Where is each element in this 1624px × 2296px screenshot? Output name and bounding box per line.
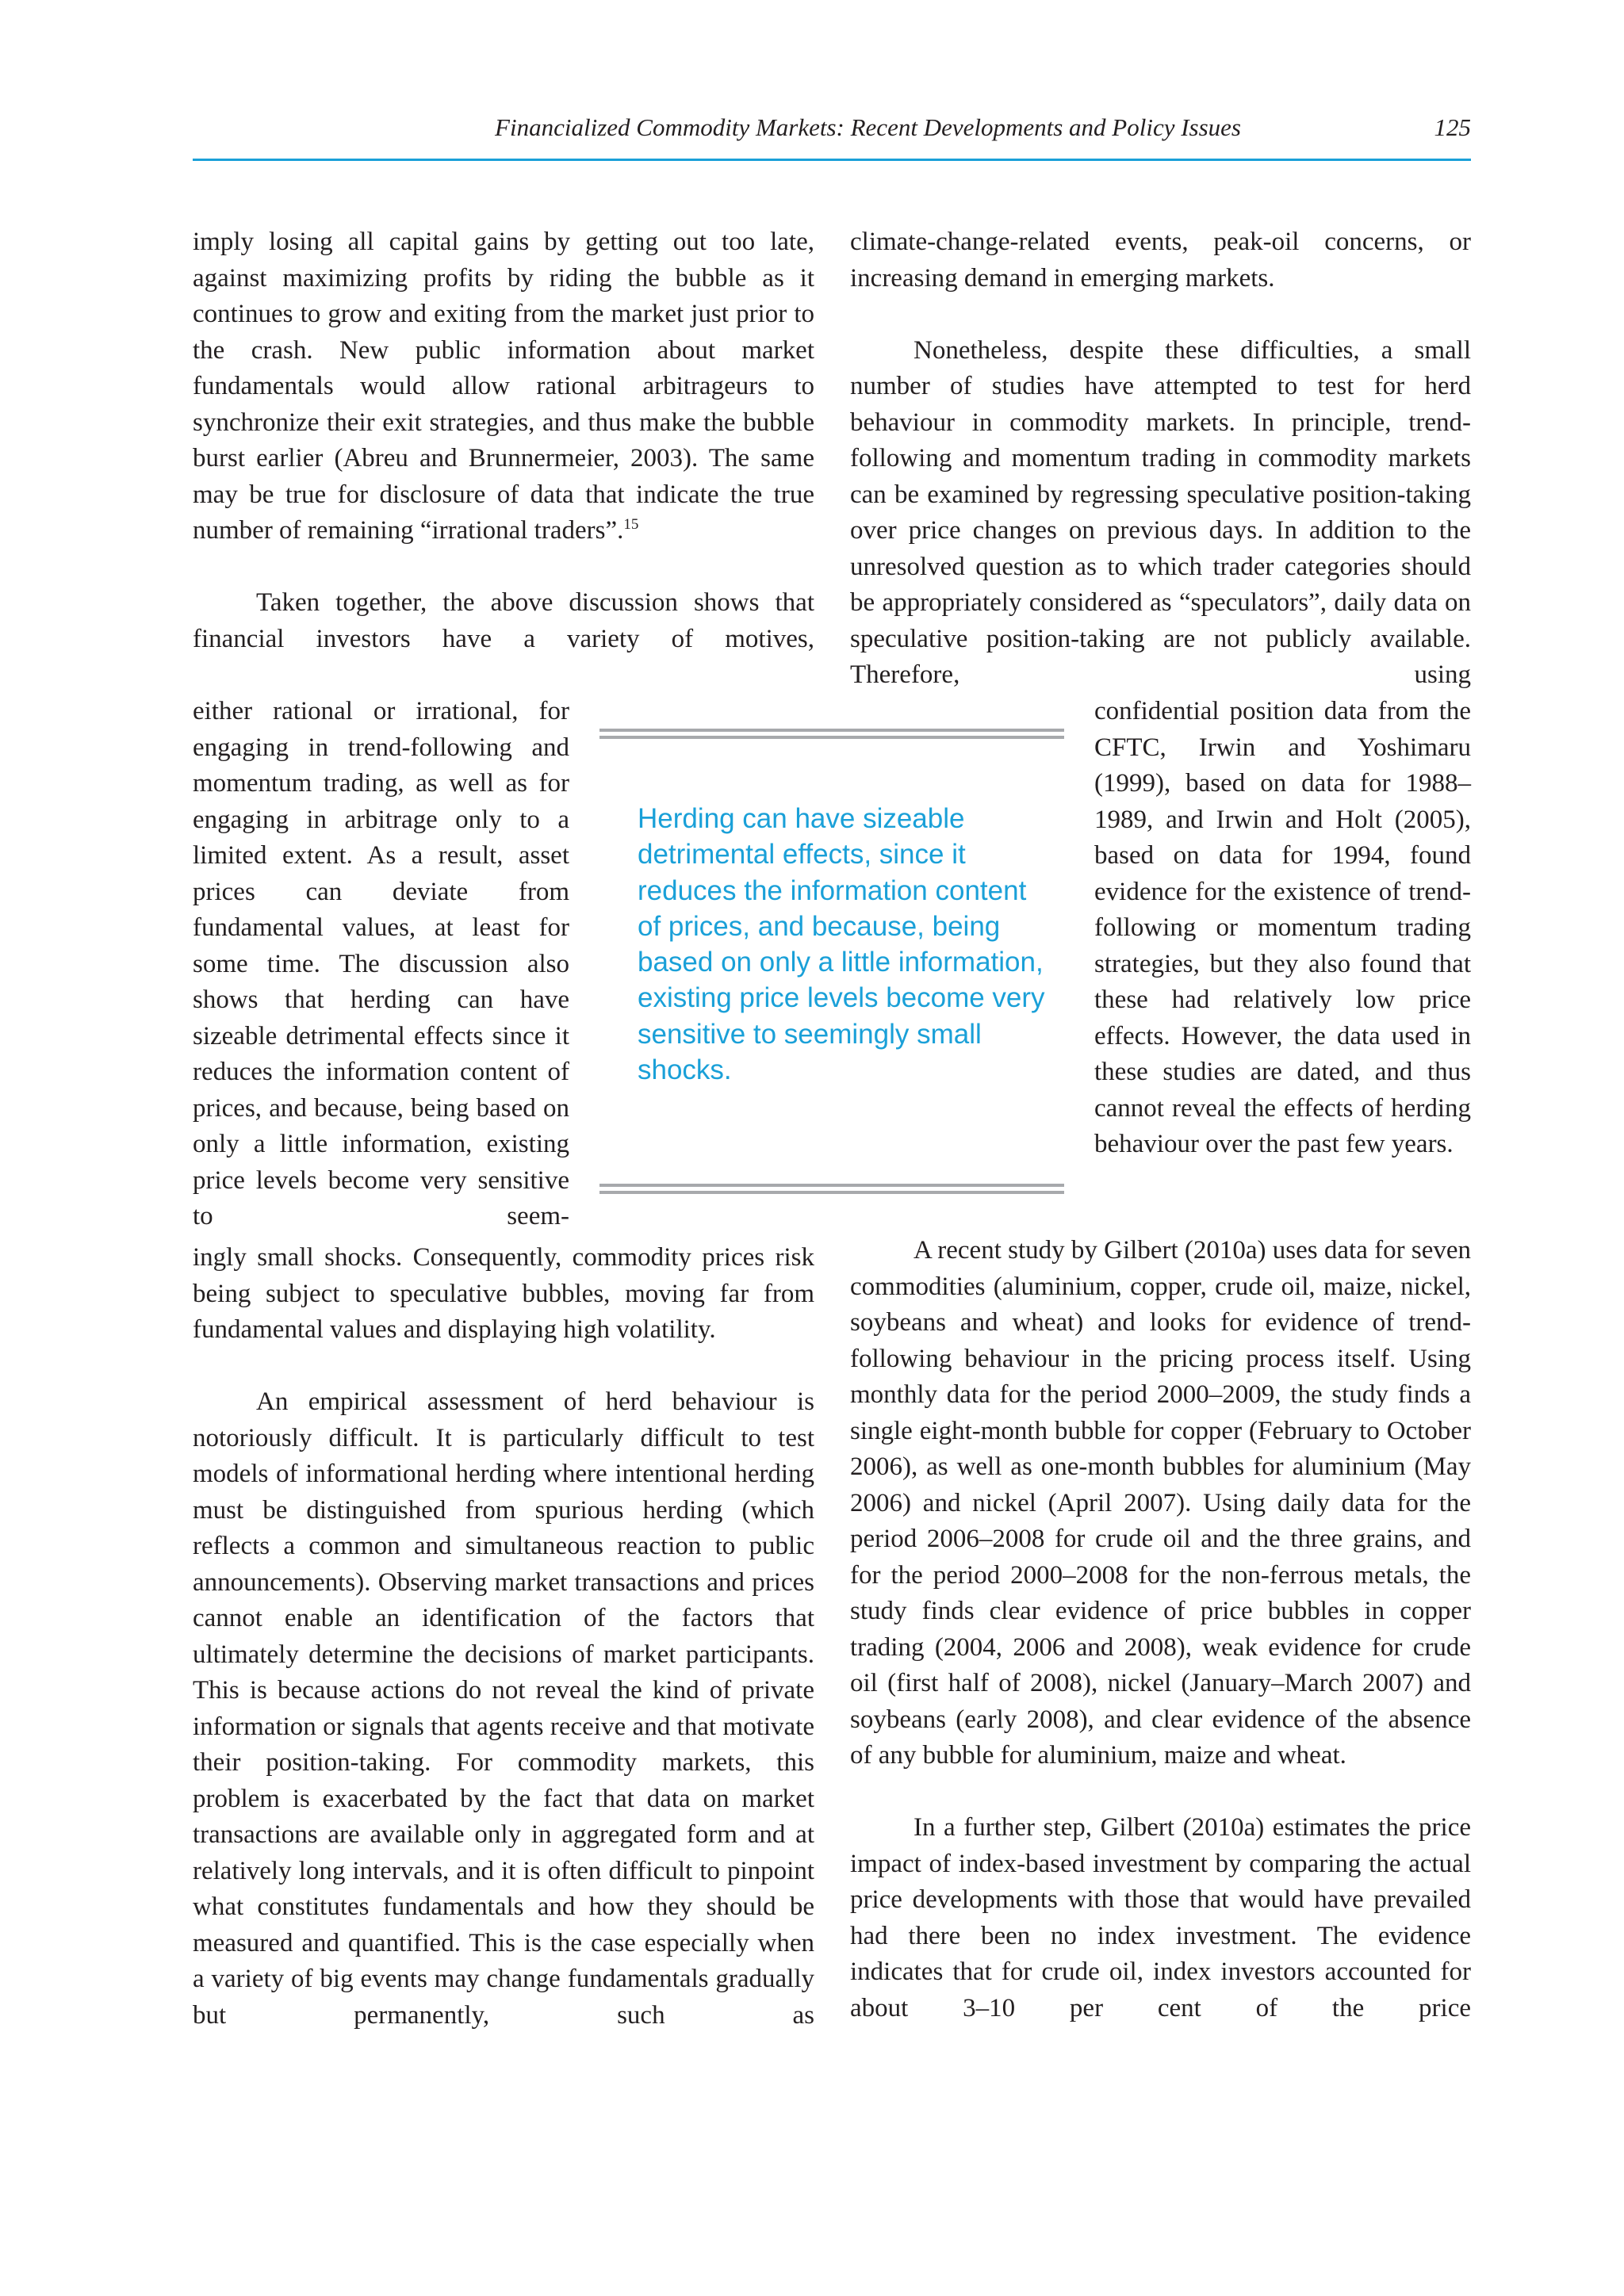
- right-wrap-column: [1094, 694, 1471, 1163]
- running-header-title: Financialized Commodity Markets: Recent Developments and Policy Issues: [495, 113, 1241, 141]
- pull-quote: [599, 729, 1064, 1194]
- right-paragraph-1: climate-change-related events, peak-oil concerns, or increasing demand in emerging markets.: [850, 228, 1471, 293]
- left-paragraph-3: An empirical assessment of herd behaviour is notoriously difficult. It is particularly difficult to test models of informational herding where intentional herding must be distinguished from spurious herding (which reflects a common and simultaneous reaction to public announcements). Observing market transactions and prices cannot enable an identification of the factors that ultimately determine the decisions of market participants. This is because actions do not reveal the kind of private information or signals that agents receive and that motivate their position-taking. For commodity markets, this problem is exacerbated by the fact that data on market transactions are available only in aggregated form and at relatively long intervals, and it is often difficult to pinpoint what constitutes fundamentals and how they should be measured and quantified. This is the case especially when a variety of big events may change fundamentals gradually but permanently, such as: [193, 1387, 814, 2030]
- pull-quote-text: Herding can have sizeable detrimental effects, since it reduces the information content of prices, and because, being based on only a little information, existing price levels become very sensitive to seemingly small shocks.: [638, 803, 1045, 1086]
- right-paragraph-3: A recent study by Gilbert (2010a) uses data for seven commodities (aluminium, copper, crude oil, maize, nickel, soybeans and wheat) and looks for evidence of trend-following behaviour in the pricing process itself. Using monthly data for the period 2000–2009, the study finds a single eight-month bubble for copper (February to October 2006), as well as one-month bubbles for aluminium (May 2006) and nickel (April 2007). Using daily data for the period 2006–2008 for crude oil and the three grains, and for the period 2000–2008 for the non-ferrous metals, the study finds clear evidence of price bubbles in copper trading (2004, 2006 and 2008), weak evidence for crude oil (first half of 2008), nickel (January–March 2007) and soybeans (early 2008), and clear evidence of the absence of any bubble for aluminium, maize and wheat.: [850, 1236, 1471, 1770]
- header-rule: [193, 159, 1471, 161]
- left-column-bottom: [193, 1240, 814, 2034]
- right-paragraph-2-wrapped: confidential position data from the CFTC, Irwin and Yoshimaru (1999), based on data for 1988–1989, and Irwin and Holt (2005), based on data for 1994, found evidence for the existence of trend-following or momentum trading strategies, but they also found that these had relatively low price effects. However, the data used in these studies are dated, and thus cannot reveal the effects of herding behaviour over the past few years.: [1094, 697, 1471, 1158]
- pull-quote-rule-bottom-inner: [599, 1184, 1064, 1187]
- left-paragraph-2-end: ingly small shocks. Consequently, commodity prices risk being subject to speculative bubbles, moving far from fundamental values and displaying high volatility.: [193, 1243, 814, 1344]
- right-column-top: [850, 224, 1471, 694]
- right-column-bottom: [850, 1233, 1471, 2026]
- pull-quote-rule-top-inner: [599, 736, 1064, 739]
- page-number: 125: [1434, 113, 1471, 141]
- right-paragraph-4: In a further step, Gilbert (2010a) estimates the price impact of index-based investment by comparing the actual price developments with those that would have prevailed had there been no index investment. The evidence indicates that for crude oil, index investors accounted for about 3–10 per cent of the price: [850, 1813, 1471, 2022]
- footnote-ref-15: 15: [623, 516, 639, 533]
- right-paragraph-2-start: Nonetheless, despite these difficulties, a small number of studies have attempted to test for herd behaviour in commodity markets. In principle, trend-following and momentum trading in commodity markets can be examined by regressing speculative position-taking over price changes on previous days. In addition to the unresolved question as to which trader categories should be appropriately considered as “speculators”, daily data on speculative position-taking are not publicly available. Therefore, using: [850, 335, 1471, 689]
- left-paragraph-2-wrapped: either rational or irrational, for engaging in trend-following and momentum trading, as well as for engaging in arbitrage only to a limited extent. As a result, asset prices can deviate from fundamental values, at least for some time. The discussion also shows that herding can have sizeable detrimental effects since it reduces the information content of prices, and because, being based on only a little information, existing price levels become very sensitive to seem-: [193, 697, 569, 1230]
- left-paragraph-1: [193, 224, 814, 549]
- pull-quote-rule-top: [599, 729, 1064, 732]
- pull-quote-rule-bottom: [599, 1191, 1064, 1194]
- running-header: [193, 113, 1471, 142]
- left-paragraph-1-text: imply losing all capital gains by getting out too late, against maximizing profits by riding the bubble as it continues to grow and exiting from the market just prior to the crash. New public information about market fundamentals would allow rational arbitrageurs to synchronize their exit strategies, and thus make the bubble burst earlier (Abreu and Brunnermeier, 2003). The same may be true for disclosure of data that indicate the true number of remaining “irrational traders”.: [193, 228, 814, 545]
- left-wrap-column: [193, 694, 569, 1235]
- left-paragraph-2-start: Taken together, the above discussion shows that financial investors have a variety of motives,: [193, 588, 814, 653]
- left-column-top: [193, 224, 814, 657]
